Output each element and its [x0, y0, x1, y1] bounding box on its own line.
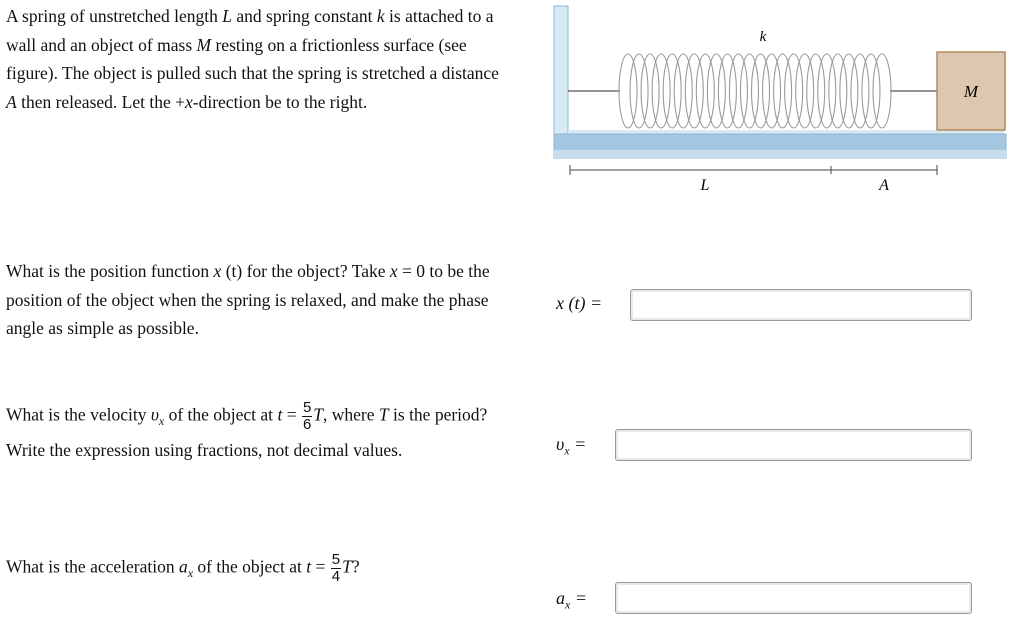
question-position: What is the position function x (t) for the object? Take x = 0 to be the position of the object when the spring is relaxed, and make the phase angle as simple as possible.: [6, 261, 490, 338]
spring-coil: [718, 54, 736, 128]
spring-coil: [619, 54, 637, 128]
position-answer-label: x (t) =: [556, 293, 603, 313]
acceleration-answer-input[interactable]: [615, 582, 972, 614]
spring-coil: [818, 54, 836, 128]
spring-coil: [851, 54, 869, 128]
length-label: L: [700, 177, 710, 194]
spring-coil: [674, 54, 692, 128]
mass-label: M: [963, 82, 979, 101]
spring-coil: [729, 54, 747, 128]
spring-coil: [707, 54, 725, 128]
spring-coil: [652, 54, 670, 128]
spring-coil: [796, 54, 814, 128]
velocity-answer-input[interactable]: [615, 429, 972, 461]
spring-coil: [696, 54, 714, 128]
acceleration-time-fraction: $\frac{5}{4}$: [331, 551, 341, 585]
spring-coil: [630, 54, 648, 128]
acceleration-answer-label: $a_x$ =: [556, 588, 587, 612]
problem-intro: A spring of unstretched length L and spring constant k is attached to a wall and an object of mass M resting on a frictionless surface (see figure). The object is pulled such that the spring is stretched a distance A then released. Let the +x-direction be to the right.: [6, 6, 499, 112]
spring-coil: [829, 54, 847, 128]
spring-coil: [785, 54, 803, 128]
floor-shade: [554, 150, 1006, 158]
velocity-answer-label: $\upsilon_x$ =: [556, 434, 587, 458]
spring-coil: [752, 54, 770, 128]
spring-coil: [840, 54, 858, 128]
spring-coil: [740, 54, 758, 128]
question-acceleration: What is the acceleration $a_x$ of the object at t = $\frac{5}{4}$ T?: [6, 551, 360, 585]
position-answer-input[interactable]: [630, 289, 972, 321]
spring-coil: [873, 54, 891, 128]
spring-coil: [862, 54, 880, 128]
question-velocity: What is the velocity $\upsilon_x$ of the object at t = $\frac{5}{6}$ T, where T is the period? Write the expression using fractions, not decimal values.: [6, 399, 488, 460]
spring-coil: [663, 54, 681, 128]
stretch-label: A: [879, 177, 889, 194]
velocity-time-fraction: $\frac{5}{6}$: [302, 399, 312, 433]
var-k: k: [376, 6, 385, 26]
spring-coil: [685, 54, 703, 128]
var-L: L: [222, 6, 233, 26]
var-A: A: [6, 91, 17, 112]
var-x: x: [184, 91, 193, 112]
spring-coil: [763, 54, 781, 128]
var-M: M: [196, 34, 212, 55]
spring-coils: [619, 54, 891, 128]
spring-coil: [807, 54, 825, 128]
spring-mass-figure: [550, 0, 1010, 200]
spring-coil: [774, 54, 792, 128]
spring-label: k: [759, 29, 767, 45]
spring-coil: [641, 54, 659, 128]
wall: [554, 6, 568, 134]
